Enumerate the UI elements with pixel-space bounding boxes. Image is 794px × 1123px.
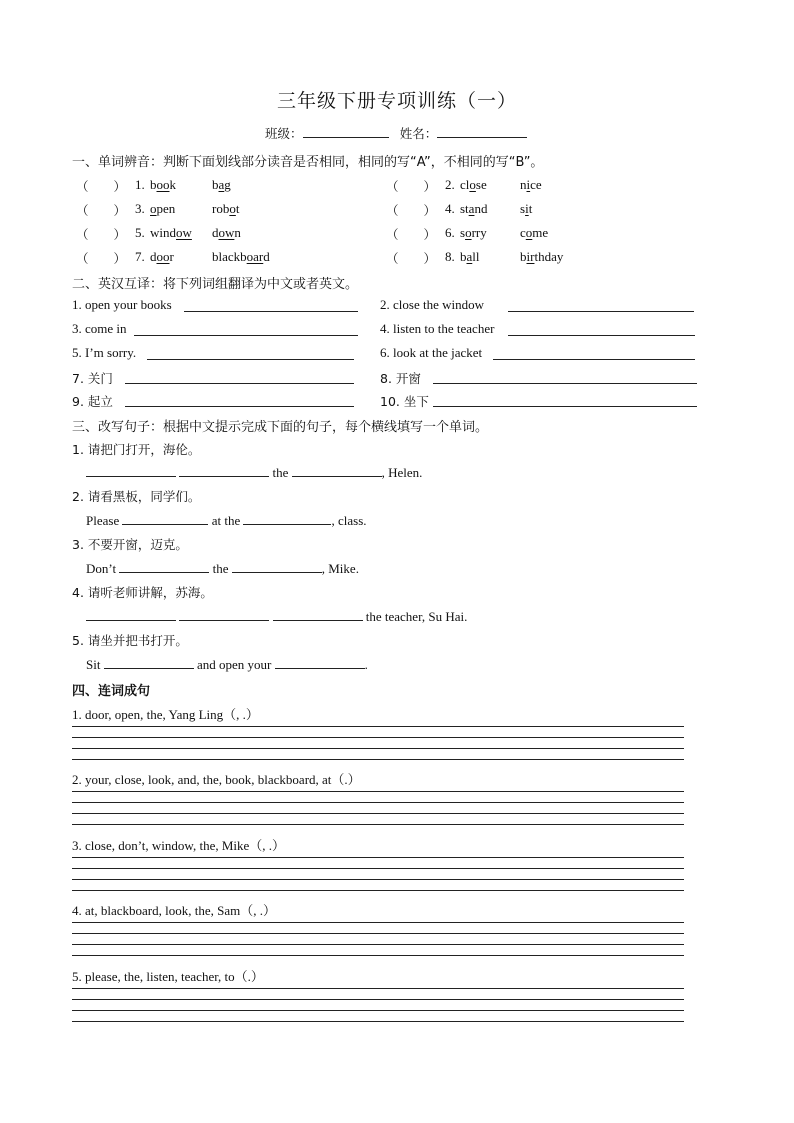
q2-answer <box>86 512 367 529</box>
writing-line[interactable] <box>72 759 684 760</box>
item-number: 8. <box>445 249 455 264</box>
word-part: cl <box>460 177 470 192</box>
word-2 <box>520 225 548 241</box>
text: , class. <box>331 513 367 528</box>
text: the <box>212 561 229 576</box>
text: the teacher, Su Hai. <box>365 609 468 624</box>
student-info <box>265 124 527 142</box>
underlined-part: ir <box>526 249 535 264</box>
writing-line[interactable] <box>72 726 684 727</box>
word-1 <box>460 177 487 193</box>
phrase-label: 3. come in <box>72 321 127 336</box>
section-2-heading: 二、英汉互译：将下列词组翻译为中文或者英文。 <box>72 277 359 292</box>
writing-line[interactable] <box>72 857 684 858</box>
writing-line[interactable] <box>72 813 684 814</box>
blank[interactable] <box>179 608 269 621</box>
word-2 <box>212 177 231 193</box>
answer-paren[interactable]: （ ） <box>76 179 127 194</box>
blank[interactable] <box>275 656 365 669</box>
underlined-part: a <box>218 177 225 192</box>
underlined-part: o <box>525 225 533 240</box>
word-part: nd <box>474 201 488 216</box>
phrase-label: 6. look at the jacket <box>380 345 483 360</box>
answer-paren[interactable]: （ ） <box>76 227 127 242</box>
underlined-part: ow <box>176 225 192 240</box>
underlined-part: ow <box>218 225 235 240</box>
word-1 <box>460 201 487 217</box>
writing-line[interactable] <box>72 802 684 803</box>
underlined-part: oar <box>246 249 264 264</box>
word-part: thday <box>534 249 564 264</box>
word-2 <box>212 225 241 241</box>
blank[interactable] <box>232 560 322 573</box>
blank[interactable] <box>86 608 176 621</box>
section-1-heading: 一、单词辨音：判断下面划线部分读音是否相同，相同的写“A”，不相同的写“B”。 <box>72 155 544 170</box>
writing-line[interactable] <box>72 1010 684 1011</box>
q3-answer <box>86 560 359 577</box>
word-part: s <box>520 201 526 216</box>
blank[interactable] <box>119 560 209 573</box>
word-part: rob <box>212 201 230 216</box>
item-number: 1. <box>135 177 145 192</box>
word-part: n <box>520 177 527 192</box>
writing-line[interactable] <box>72 824 684 825</box>
blank[interactable] <box>122 512 208 525</box>
word-2 <box>520 249 563 265</box>
word-part: b <box>520 249 527 264</box>
item-number: 6. <box>445 225 455 240</box>
word-part: st <box>460 201 469 216</box>
blank[interactable] <box>86 464 176 477</box>
section-4-heading: 四、连词成句 <box>72 684 151 699</box>
text: . <box>364 657 368 672</box>
text: Sit <box>86 657 101 672</box>
q5-prompt: 5. 请坐并把书打开。 <box>72 633 188 648</box>
word-part: b <box>212 177 219 192</box>
phrase-label: 10. 坐下 <box>380 394 429 409</box>
q1-prompt: 1. 请把门打开，海伦。 <box>72 442 201 457</box>
page-title: 三年级下册专项训练（一） <box>276 91 517 112</box>
name-label: 姓名： <box>399 126 438 141</box>
word-1 <box>150 249 174 265</box>
writing-line[interactable] <box>72 890 684 891</box>
word-part: c <box>520 225 526 240</box>
answer-paren[interactable]: （ ） <box>386 227 437 242</box>
phrase-label: 4. listen to the teacher <box>380 321 495 336</box>
writing-line[interactable] <box>72 933 684 934</box>
text: , Helen. <box>381 465 423 480</box>
sentence-words: 2. your, close, look, and, the, book, blackboard, at（.） <box>72 772 361 787</box>
underlined-part: o <box>150 201 157 216</box>
word-part: me <box>532 225 549 240</box>
answer-line[interactable] <box>433 406 697 407</box>
word-1 <box>460 249 480 265</box>
item-number: 7. <box>135 249 145 264</box>
word-part: t <box>528 201 533 216</box>
word-part: d <box>150 249 157 264</box>
word-1 <box>150 177 176 193</box>
word-part: ll <box>472 249 480 264</box>
writing-line[interactable] <box>72 791 684 792</box>
word-part: se <box>475 177 487 192</box>
word-part: d <box>263 249 270 264</box>
item-number: 3. <box>135 201 145 216</box>
item-number: 5. <box>135 225 145 240</box>
word-part: s <box>460 225 466 240</box>
sentence-words: 1. door, open, the, Yang Ling（, .） <box>72 707 259 722</box>
answer-line[interactable] <box>433 383 697 384</box>
writing-line[interactable] <box>72 922 684 923</box>
q4-prompt: 4. 请听老师讲解，苏海。 <box>72 585 213 600</box>
name-blank[interactable] <box>437 125 527 138</box>
phrase-label: 5. I’m sorry. <box>72 345 137 360</box>
answer-paren[interactable]: （ ） <box>386 179 437 194</box>
word-part: b <box>150 177 157 192</box>
word-part: pen <box>156 201 176 216</box>
blank[interactable] <box>243 512 331 525</box>
answer-line[interactable] <box>508 311 694 312</box>
word-part: rry <box>471 225 487 240</box>
word-part: n <box>234 225 241 240</box>
answer-line[interactable] <box>125 406 354 407</box>
sentence-words: 4. at, blackboard, look, the, Sam（, .） <box>72 903 276 918</box>
q2-prompt: 2. 请看黑板，同学们。 <box>72 489 201 504</box>
text: , Mike. <box>321 561 359 576</box>
answer-paren[interactable]: （ ） <box>386 203 437 218</box>
underlined-part: i <box>525 201 529 216</box>
q3-prompt: 3. 不要开窗，迈克。 <box>72 537 188 552</box>
q5-answer <box>86 656 368 673</box>
word-part: t <box>235 201 240 216</box>
sentence-words: 3. close, don’t, window, the, Mike（, .） <box>72 838 286 853</box>
writing-line[interactable] <box>72 737 684 738</box>
writing-line[interactable] <box>72 1021 684 1022</box>
class-label: 班级： <box>265 126 303 141</box>
answer-line[interactable] <box>493 359 695 360</box>
phrase-label: 2. close the window <box>380 297 484 312</box>
word-part: wind <box>150 225 176 240</box>
word-2 <box>520 177 542 193</box>
answer-paren[interactable]: （ ） <box>386 251 437 266</box>
word-1 <box>150 201 175 217</box>
answer-paren[interactable]: （ ） <box>76 203 127 218</box>
writing-line[interactable] <box>72 944 684 945</box>
word-part: d <box>212 225 219 240</box>
word-2 <box>212 201 239 217</box>
blank[interactable] <box>273 608 363 621</box>
writing-line[interactable] <box>72 955 684 956</box>
section-3-heading: 三、改写句子：根据中文提示完成下面的句子，每个横线填写一个单词。 <box>72 420 489 435</box>
word-2 <box>212 249 270 265</box>
text: Please <box>86 513 120 528</box>
phrase-label: 9. 起立 <box>72 394 113 409</box>
underlined-part: o <box>469 177 476 192</box>
blank[interactable] <box>179 464 269 477</box>
answer-line[interactable] <box>184 311 358 312</box>
word-1 <box>460 225 487 241</box>
writing-line[interactable] <box>72 988 684 989</box>
word-part: blackb <box>212 249 247 264</box>
underlined-part: oo <box>156 177 170 192</box>
underlined-part: a <box>466 249 473 264</box>
text: Don’t <box>86 561 117 576</box>
word-part: ce <box>530 177 542 192</box>
blank[interactable] <box>104 656 194 669</box>
phrase-label: 1. open your books <box>72 297 172 312</box>
underlined-part: a <box>468 201 475 216</box>
phrase-label: 7. 关门 <box>72 371 113 386</box>
word-part: g <box>224 177 231 192</box>
blank[interactable] <box>292 464 382 477</box>
text: the <box>272 465 289 480</box>
answer-line[interactable] <box>134 335 358 336</box>
underlined-part: oo <box>156 249 170 264</box>
underlined-part: o <box>465 225 472 240</box>
answer-paren[interactable]: （ ） <box>76 251 127 266</box>
writing-line[interactable] <box>72 868 684 869</box>
writing-line[interactable] <box>72 748 684 749</box>
item-number: 2. <box>445 177 455 192</box>
answer-line[interactable] <box>147 359 354 360</box>
answer-line[interactable] <box>508 335 695 336</box>
word-part: k <box>169 177 176 192</box>
word-1 <box>150 225 192 241</box>
item-number: 4. <box>445 201 455 216</box>
q1-answer <box>86 464 422 481</box>
writing-line[interactable] <box>72 999 684 1000</box>
q4-answer <box>86 608 467 625</box>
word-part: b <box>460 249 467 264</box>
writing-line[interactable] <box>72 879 684 880</box>
word-part: r <box>169 249 174 264</box>
class-blank[interactable] <box>303 125 389 138</box>
underlined-part: i <box>526 177 531 192</box>
underlined-part: o <box>229 201 236 216</box>
word-2 <box>520 201 532 217</box>
sentence-words: 5. please, the, listen, teacher, to（.） <box>72 969 264 984</box>
answer-line[interactable] <box>125 383 354 384</box>
text: at the <box>211 513 241 528</box>
phrase-label: 8. 开窗 <box>380 371 421 386</box>
text: and open your <box>196 657 272 672</box>
